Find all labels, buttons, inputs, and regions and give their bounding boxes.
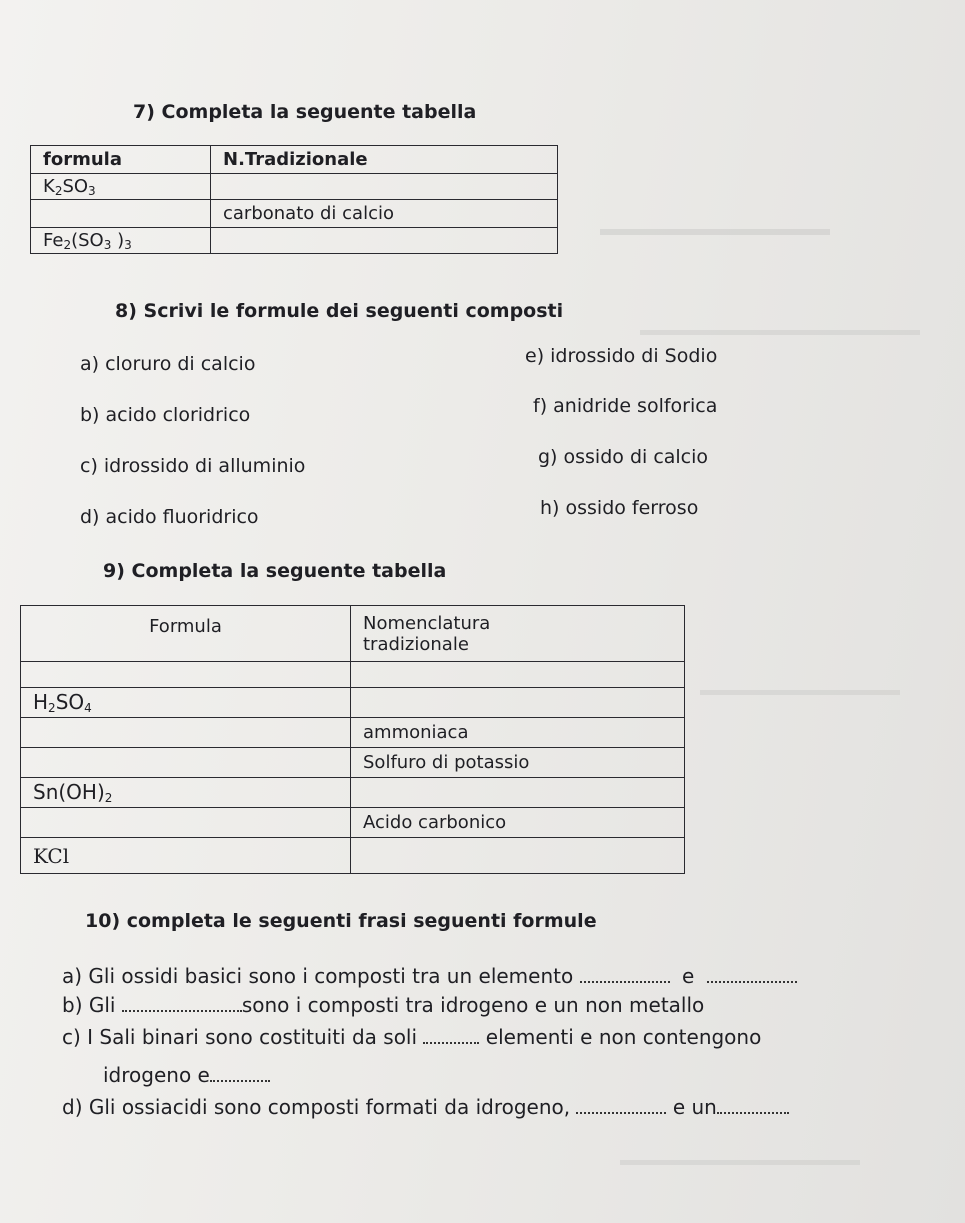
q8-item-d: d) acido fluoridrico <box>80 506 259 528</box>
q8-title: 8) Scrivi le formule dei seguenti composti <box>115 300 564 322</box>
q9-header-formula: Formula <box>21 606 351 662</box>
q9-cell-formula-2: $H_2SO_4$ <box>21 688 351 718</box>
q10-sentence-b: b) Gli sono i composti tra idrogeno e un non metallo <box>62 993 705 1017</box>
q10-sentence-d: d) Gli ossiacidi sono composti formati da idrogeno, e un <box>62 1095 789 1119</box>
q8-item-g: g) ossido di calcio <box>538 446 709 468</box>
q7-table <box>30 145 558 254</box>
q7-cell-name-1[interactable] <box>211 174 558 200</box>
q9-header-name-line2: tradizionale <box>363 633 469 655</box>
q9-cell-name-4: Solfuro di potassio <box>351 748 685 778</box>
q7-header-name: N.Tradizionale <box>211 146 558 174</box>
q9-cell-formula-7: KCl <box>21 838 351 874</box>
q9-title: 9) Completa la seguente tabella <box>103 560 447 582</box>
q10-d-blank-2[interactable] <box>717 1112 789 1114</box>
q7-cell-formula-1: $K_2SO_3$ <box>31 174 211 200</box>
q10-c-blank-2[interactable] <box>210 1080 270 1082</box>
q8-item-h: h) ossido ferroso <box>540 497 699 519</box>
q7-cell-name-3[interactable] <box>211 228 558 254</box>
q9-cell-name-2[interactable] <box>351 688 685 718</box>
q7-cell-name-2: carbonato di calcio <box>211 200 558 228</box>
q10-d-blank-1[interactable] <box>576 1112 666 1114</box>
show-through-3 <box>700 680 900 695</box>
show-through-1 <box>600 215 830 235</box>
q10-title: 10) completa le seguenti frasi seguenti formule <box>85 910 597 932</box>
q8-item-c: c) idrossido di alluminio <box>80 455 306 477</box>
q7-title: 7) Completa la seguente tabella <box>133 101 477 123</box>
q9-header-name <box>351 606 685 662</box>
q9-header-name-line1: Nomenclatura <box>363 612 491 634</box>
q10-sentence-c: c) I Sali binari sono costituiti da soli elementi e non contengono <box>62 1025 762 1049</box>
q8-item-b: b) acido cloridrico <box>80 404 251 426</box>
q8-item-e: e) idrossido di Sodio <box>525 345 718 367</box>
q9-cell-formula-5: $Sn(OH)_2$ <box>21 778 351 808</box>
q10-sentence-a: a) Gli ossidi basici sono i composti tra un elemento e <box>62 964 797 988</box>
q10-b-blank[interactable] <box>122 1010 242 1012</box>
q7-header-formula: formula <box>31 146 211 174</box>
q8-item-a: a) cloruro di calcio <box>80 353 256 375</box>
q9-cell-formula-6[interactable] <box>21 808 351 838</box>
q9-cell-formula-1[interactable] <box>21 662 351 688</box>
q9-cell-name-6: Acido carbonico <box>351 808 685 838</box>
q9-cell-formula-3[interactable] <box>21 718 351 748</box>
q8-item-f: f) anidride solforica <box>533 395 718 417</box>
show-through-4 <box>620 1150 860 1165</box>
q9-table <box>20 605 685 874</box>
q9-cell-name-7[interactable] <box>351 838 685 874</box>
q7-cell-formula-2[interactable] <box>31 200 211 228</box>
show-through-2 <box>640 320 920 335</box>
q10-sentence-c-line2: idrogeno e <box>103 1063 270 1087</box>
q10-a-blank-1[interactable] <box>580 981 670 983</box>
q9-cell-formula-4[interactable] <box>21 748 351 778</box>
q10-a-blank-2[interactable] <box>707 981 797 983</box>
q9-cell-name-3: ammoniaca <box>351 718 685 748</box>
q9-cell-name-1[interactable] <box>351 662 685 688</box>
q7-cell-formula-3: $Fe_2(SO_3$ )$_3$ <box>31 228 211 254</box>
q9-cell-name-5[interactable] <box>351 778 685 808</box>
q10-c-blank-1[interactable] <box>423 1042 479 1044</box>
